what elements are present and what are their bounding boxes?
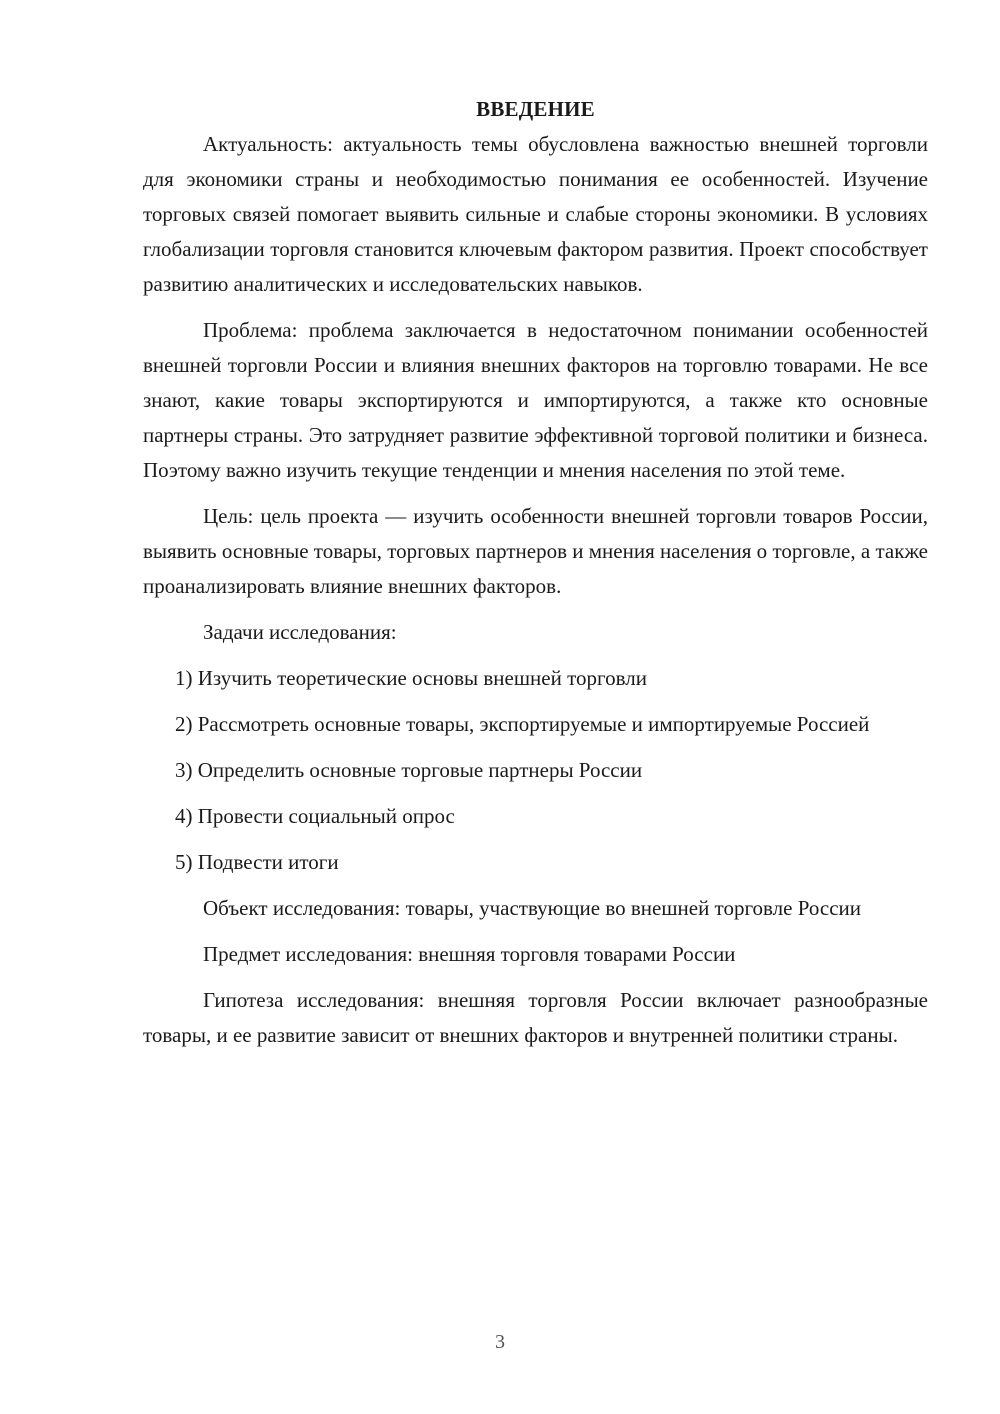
task-item: 3) Определить основные торговые партнеры России: [175, 758, 643, 782]
paragraph-subject: Предмет исследования: внешняя торговля товарами России: [203, 942, 736, 966]
task-item: 5) Подвести итоги: [175, 850, 339, 874]
task-item: 2) Рассмотреть основные товары, экспортируемые и импортируемые Россией: [175, 712, 870, 736]
paragraph-hypothesis: Гипотеза исследования: внешняя торговля России включает разнообразные товары, и ее развитие зависит от внешних факторов и внутренней политики страны.: [143, 988, 928, 1047]
task-list: [143, 661, 928, 880]
section-title: ВВЕДЕНИЕ: [476, 97, 595, 121]
paragraph-relevance: Актуальность: актуальность темы обусловлена важностью внешней торговли для экономики страны и необходимостью понимания ее особенностей. Изучение торговых связей помогает выявить сильные и слабые стороны экономики. В условиях глобализации торговля становится ключевым фактором развития. Проект способствует развитию аналитических и исследовательских навыков.: [143, 132, 928, 296]
task-item: 4) Провести социальный опрос: [175, 804, 455, 828]
paragraph-goal: Цель: цель проекта — изучить особенности внешней торговли товаров России, выявить основные товары, торговых партнеров и мнения населения о торговле, а также проанализировать влияние внешних факторов.: [143, 504, 928, 598]
paragraph-problem: Проблема: проблема заключается в недостаточном понимании особенностей внешней торговли России и влияния внешних факторов на торговлю товарами. Не все знают, какие товары экспортируются и импортируются, а также кто основные партнеры страны. Это затрудняет развитие эффективной торговой политики и бизнеса. Поэтому важно изучить текущие тенденции и мнения населения по этой теме.: [143, 318, 928, 482]
task-item: 1) Изучить теоретические основы внешней торговли: [175, 666, 647, 690]
tasks-label: Задачи исследования:: [203, 620, 397, 644]
document-page: [143, 92, 928, 1053]
page-number: 3: [495, 1331, 505, 1353]
paragraph-object: Объект исследования: товары, участвующие во внешней торговле России: [203, 896, 862, 920]
